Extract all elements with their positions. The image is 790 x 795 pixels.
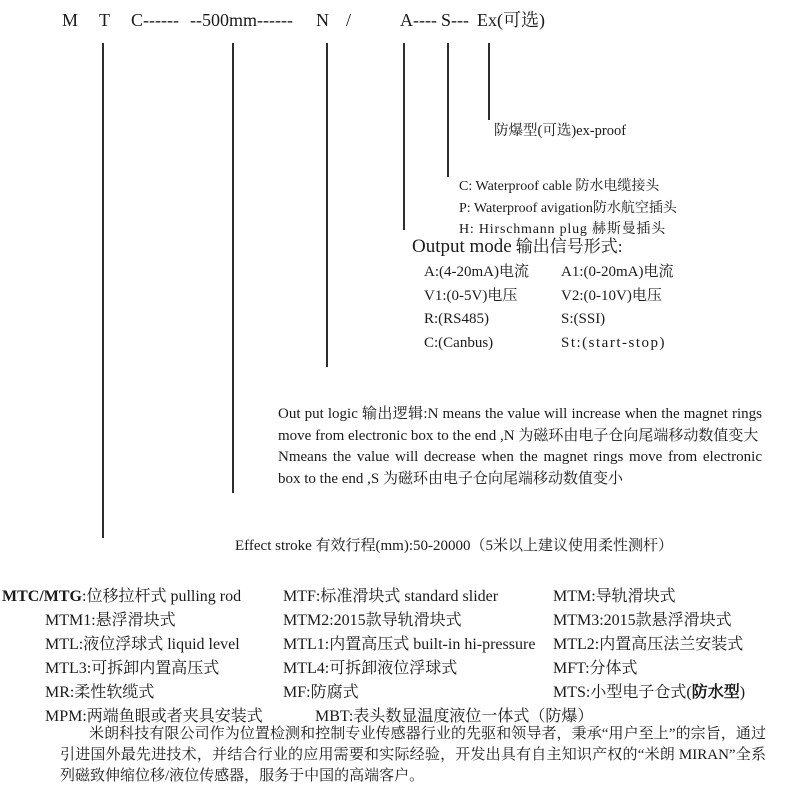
output-logic-note: [278, 404, 762, 490]
model-code-output: A----: [400, 10, 437, 30]
output-mode-option: A1:(0-20mA)电流: [561, 264, 674, 280]
output-logic-increase: Out put logic 输出逻辑:N means the value will increase when the magnet rings move from electronic box to the end ,N 为磁环由电子仓向尾端移动数值变大: [278, 406, 762, 444]
model-list-item: [2, 583, 241, 606]
model-list-item: [45, 655, 219, 678]
model-list-item: [283, 679, 359, 702]
model-list-item-text: :位移拉杆式 pulling rod: [82, 588, 242, 605]
model-list-item-text: MTM3:2015款悬浮滑块式: [553, 612, 732, 629]
output-mode-heading-zh: 输出信号形式:: [515, 237, 623, 256]
output-mode-option: V2:(0-10V)电压: [561, 287, 662, 304]
model-list-item-text: MTS:小型电子仓式(: [553, 684, 692, 701]
model-list-item: [553, 655, 638, 678]
callout-line-connector: [447, 43, 449, 177]
model-list-item-code: MTC/MTG: [2, 588, 82, 605]
model-list-item-text: MTM1:悬浮滑块式: [45, 612, 176, 629]
model-list-item-text: MTM2:2015款导轨滑块式: [283, 612, 462, 629]
model-list-item: [553, 607, 732, 630]
model-list-item-text: MFT:分体式: [553, 660, 638, 677]
model-list-item: [45, 631, 240, 654]
exproof-label: 防爆型(可选)ex-proof: [494, 123, 627, 139]
model-list-item-text: MR:柔性软缆式: [45, 684, 155, 701]
model-code-series: M: [62, 10, 79, 30]
connector-option-h: H: Hirschmann plug 赫斯曼插头: [459, 222, 667, 237]
model-list-item: [283, 583, 498, 606]
model-code-connector: S---: [441, 10, 469, 30]
model-list-item: [283, 655, 457, 678]
output-mode-option: S:(SSI): [561, 311, 606, 327]
model-list-item: [45, 703, 263, 726]
callout-line-stroke: [232, 43, 234, 493]
output-mode-option: R:(RS485): [424, 311, 490, 327]
model-list-item: [553, 679, 745, 702]
model-list-item-text: MTM:导轨滑块式: [553, 588, 676, 605]
model-list-item-text: MPM:两端鱼眼或者夹具安装式: [45, 708, 263, 725]
output-mode-option: St:(start-stop): [561, 334, 666, 351]
model-list-item-text: MTF:标准滑块式 standard slider: [283, 588, 499, 605]
model-list-item-text: ): [739, 684, 746, 701]
model-code-stroke-value: --500mm------: [190, 10, 293, 30]
output-mode-options: [424, 261, 674, 355]
callout-line-output-logic: [326, 43, 328, 367]
output-mode-heading: [412, 232, 622, 258]
model-list-item: [553, 631, 743, 654]
callout-line-exproof: [488, 43, 490, 120]
output-logic-decrease: Nmeans the value will decrease when the magnet rings move from electronic box to the end ,S 为磁环由电子仓向尾端移动数值变小: [278, 449, 762, 487]
model-list-item-text: MTL2:内置高压法兰安装式: [553, 636, 744, 653]
model-list-item: [283, 607, 462, 630]
model-list-item-text: MTL1:内置高压式 built-in hi-pressure: [283, 636, 536, 653]
model-list-item: [315, 703, 593, 726]
model-list-row: [0, 607, 790, 631]
model-list-row: [0, 583, 790, 607]
model-list-item: [45, 679, 154, 702]
output-mode-option: C:(Canbus): [424, 334, 494, 351]
output-mode-heading-en: Output mode: [412, 236, 512, 257]
model-list-item-code: 防水型: [691, 684, 740, 701]
model-list-item: [45, 607, 176, 630]
callout-line-model-type: [102, 43, 104, 538]
model-list-item-text: MTL:液位浮球式 liquid level: [45, 636, 240, 653]
output-mode-option: A:(4-20mA)电流: [424, 264, 529, 280]
effect-stroke-note: Effect stroke 有效行程(mm):50-20000（5米以上建议使用柔性测杆）: [235, 538, 674, 554]
connector-options: [459, 176, 677, 241]
output-mode-row: [424, 332, 674, 356]
callout-line-output-mode: [403, 43, 405, 230]
output-mode-option: V1:(0-5V)电压: [424, 287, 518, 304]
model-list-item: [553, 583, 676, 606]
output-mode-row: [424, 285, 674, 309]
model-list-item-text: MF:防腐式: [283, 684, 359, 701]
connector-option-p: P: Waterproof avigation防水航空插头: [459, 200, 677, 216]
company-intro: 米朗科技有限公司作为位置检测和控制专业传感器行业的先驱和领导者，秉承“用户至上”的宗旨，通过引进国外最先进技术，并结合行业的应用需要和实际经验，开发出具有自主知识产权的“米朗 MIRAN”全系列磁致伸缩位移/液位传感器，服务于中国的高端客户。: [60, 726, 766, 784]
model-code-logic: N: [316, 10, 329, 30]
model-code-type: T: [99, 10, 110, 30]
model-list-row: [0, 679, 790, 703]
output-mode-row: [424, 261, 674, 285]
model-list-item-text: MBT:表头数显温度液位一体式（防爆）: [315, 708, 594, 725]
model-code-separator: /: [346, 10, 352, 30]
output-mode-row: [424, 308, 674, 332]
model-code-exproof: Ex(可选): [477, 10, 545, 30]
model-list-item: [283, 631, 535, 654]
model-list-item-text: MTL4:可拆卸液位浮球式: [283, 660, 458, 677]
connector-option-c: C: Waterproof cable 防水电缆接头: [459, 179, 660, 194]
model-list-item-text: MTL3:可拆卸内置高压式: [45, 660, 220, 677]
model-code-variant: C------: [131, 10, 179, 30]
model-list-row: [0, 631, 790, 655]
model-list-row: [0, 655, 790, 679]
